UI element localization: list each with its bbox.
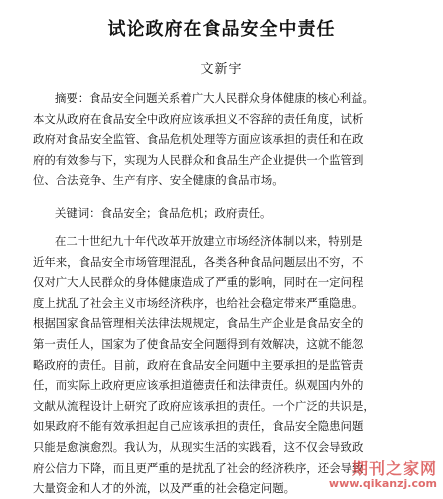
abstract-section — [33, 88, 429, 191]
body-line: 文献从流程设计上研究了政府应该承担的责任。一个广泛的共识是， — [33, 398, 375, 413]
author-name: 文新宇 — [200, 62, 243, 77]
body-line: 如果政府不能有效承担起自己应该承担的责任，食品安全隐患问题 — [33, 419, 364, 434]
document-title: 试论政府在食品安全中责任 — [107, 19, 336, 40]
keywords-section — [33, 203, 429, 224]
abstract-line: 府的有效参与下，实现为人民群众和食品生产企业提供一个监管到 — [33, 152, 364, 167]
abstract-line: 本文从政府在食品安全中政府应该承担义不容辞的责任角度，试析 — [33, 111, 364, 126]
abstract-line: 位、合法竞争、生产有序、安全健康的食品市场。 — [33, 173, 284, 188]
body-line: 第一责任人，国家为了使食品安全问题得到有效解决，这就不能忽 — [33, 336, 364, 351]
site-watermark — [329, 460, 437, 490]
body-line: 只能是愈演愈烈。我认为，从现实生活的实践看，这不仅会导致政 — [33, 439, 364, 454]
body-line: 略政府的责任。目前，政府在食品安全问题中主要承担的是监管责 — [33, 357, 364, 372]
body-line: 仅对广大人民群众的身体健康造成了严重的影响，同时在一定问程 — [33, 275, 364, 290]
body-line: 任，而实际上政府更应该承担道德责任和法律责任。纵观国内外的 — [33, 378, 364, 393]
watermark-url: www.qikanzj.com — [328, 477, 437, 490]
body-line: 在二十世纪九十年代改革开放建立市场经济体制以来，特别是 — [55, 234, 363, 248]
watermark-name: 期刊之家网 — [351, 459, 437, 478]
keywords-line: 关键词：食品安全；食品危机；政府责任。 — [55, 206, 272, 220]
body-line: 根据国家食品管理相关法律法规规定，食品生产企业是食品安全的 — [33, 316, 364, 331]
body-line: 大量资金和人才的外流，以及严重的社会稳定问题。 — [33, 481, 295, 496]
body-line: 度上扰乱了社会主义市场经济秩序，也给社会稳定带来严重隐患。 — [33, 295, 364, 310]
abstract-line: 政府对食品安全监管、食品危机处理等方面应该承担的责任和在政 — [33, 132, 364, 147]
body-line: 府公信力下降，而且更严重的是扰乱了社会的经济秩序，还会导致 — [33, 460, 364, 475]
body-line: 近年来，食品安全市场管理混乱，各类各种食品问题层出不穷，不 — [33, 254, 364, 269]
abstract-line: 摘要：食品安全问题关系着广大人民群众身体健康的核心利益。 — [55, 91, 374, 105]
